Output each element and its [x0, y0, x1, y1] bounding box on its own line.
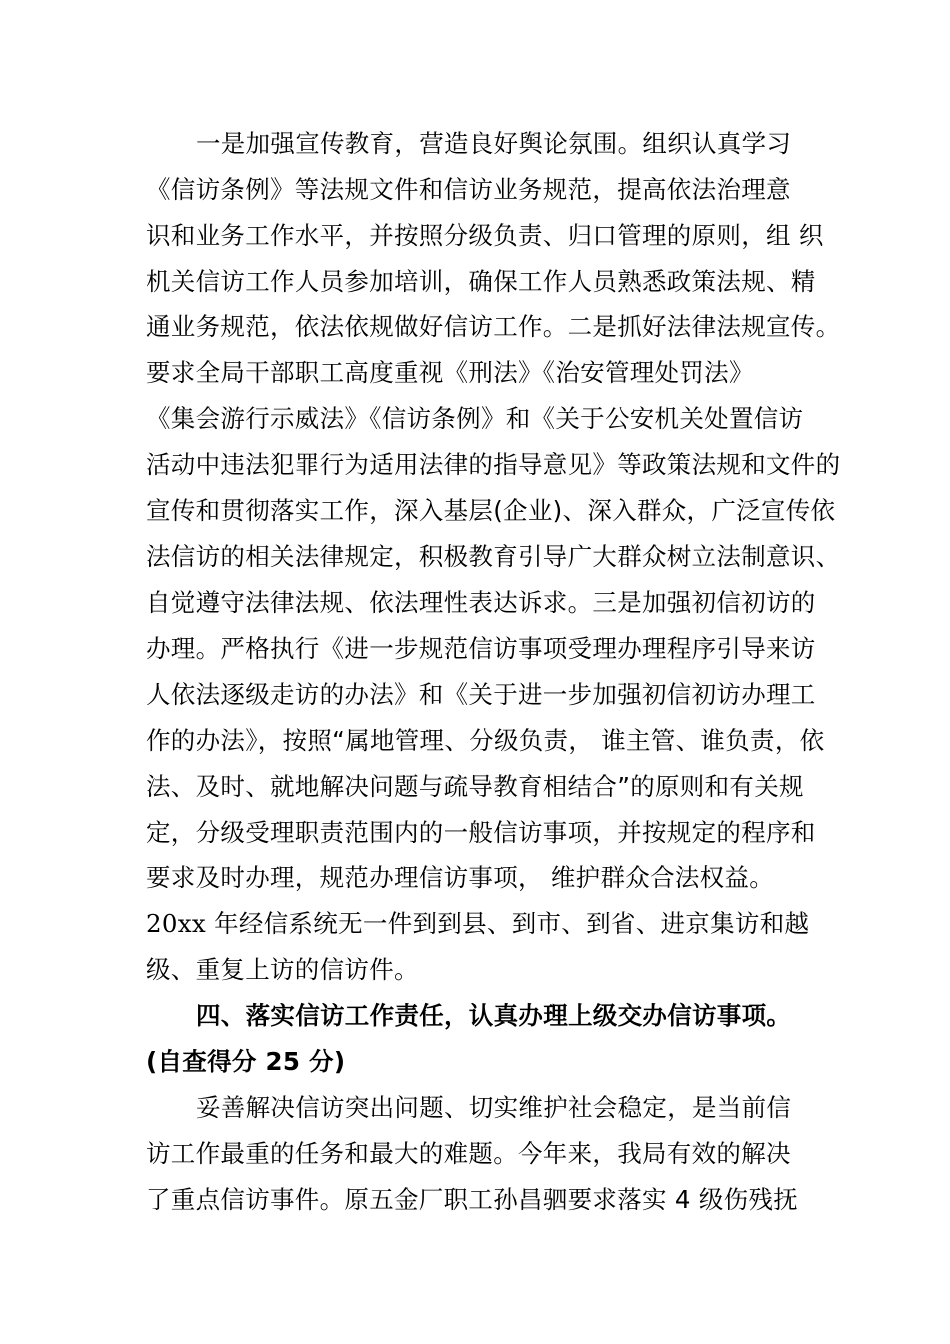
paragraph-line-15: 法、及时、就地解决问题与疏导教育相结合”的原则和有关规: [146, 772, 804, 801]
paragraph-line-12: 办理。严格执行《进一步规范信访事项受理办理程序引导来访: [146, 634, 816, 663]
paragraph-line-7: 《集会游行示威法》《信访条例》和《关于公安机关处置信访: [146, 404, 804, 433]
paragraph-line-4: 机关信访工作人员参加培训，确保工作人员熟悉政策法规、精: [146, 267, 816, 296]
paragraph-line-5: 通业务规范，依法依规做好信访工作。二是抓好法律法规宣传。: [146, 312, 841, 341]
paragraph-line-19: 级、重复上访的信访件。: [146, 955, 419, 984]
paragraph-line-13: 人依法逐级走访的办法》和《关于进一步加强初信初访办理工: [146, 680, 816, 709]
paragraph-line-9: 宣传和贯彻落实工作，深入基层(企业)、深入群众，广泛宣传依: [146, 496, 836, 525]
paragraph-line-10: 法信访的相关法律规定，积极教育引导广大群众树立法制意识、: [146, 542, 841, 571]
paragraph-line-18: 20xx 年经信系统无一件到到县、到市、到省、进京集访和越: [146, 909, 810, 938]
paragraph-line-17: 要求及时办理，规范办理信访事项， 维护群众合法权益。: [146, 863, 775, 892]
paragraph-line-8: 活动中违法犯罪行为适用法律的指导意见》等政策法规和文件的: [146, 450, 841, 479]
paragraph-line-21: 访工作最重的任务和最大的难题。今年来，我局有效的解决: [146, 1139, 791, 1168]
paragraph-line-20: 妥善解决信访突出问题、切实维护社会稳定，是当前信: [196, 1093, 792, 1122]
paragraph-line-1: 一是加强宣传教育，营造良好舆论氛围。组织认真学习: [196, 129, 792, 158]
paragraph-line-22: 了重点信访事件。原五金厂职工孙昌驷要求落实 4 级伤残抚: [146, 1185, 799, 1214]
paragraph-line-16: 定，分级受理职责范围内的一般信访事项，并按规定的程序和: [146, 818, 816, 847]
paragraph-line-6: 要求全局干部职工高度重视《刑法》《治安管理处罚法》: [146, 358, 754, 387]
paragraph-line-11: 自觉遵守法律法规、依法理性表达诉求。三是加强初信初访的: [146, 588, 816, 617]
section-heading-4: 四、落实信访工作责任，认真办理上级交办信访事项。: [196, 1001, 792, 1030]
section-score: (自查得分 25 分): [146, 1047, 346, 1076]
paragraph-line-14: 作的办法》，按照“属地管理、分级负责， 谁主管、谁负责，依: [146, 726, 825, 755]
paragraph-line-3: 识和业务工作水平，并按照分级负责、归口管理的原则，组 织: [146, 221, 824, 250]
paragraph-line-2: 《信访条例》等法规文件和信访业务规范，提高依法治理意: [146, 175, 791, 204]
